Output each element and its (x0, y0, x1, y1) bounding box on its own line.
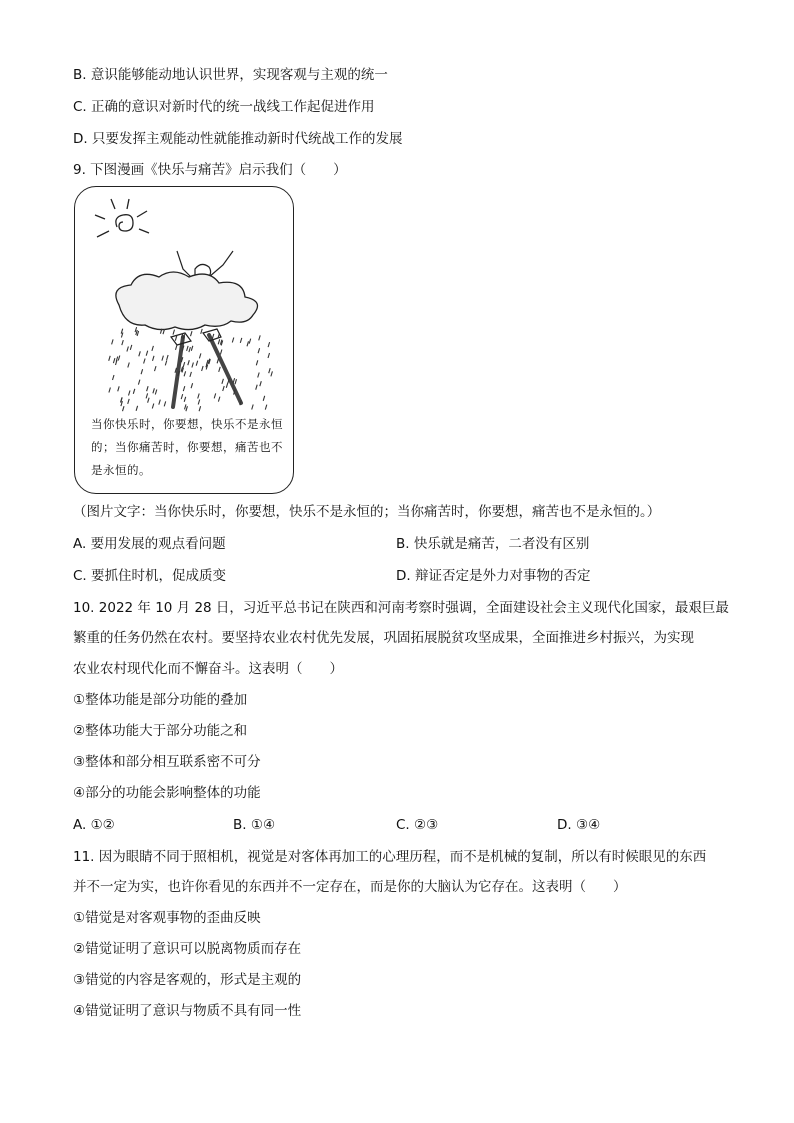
q8-option-b: B. 意识能够能动地认识世界，实现客观与主观的统一 (73, 67, 388, 83)
stilts (173, 335, 241, 407)
q10-option-b: B. ①④ (233, 817, 276, 833)
q10-option-d: D. ③④ (557, 817, 601, 833)
q11-stem-line-1: 11. 因为眼睛不同于照相机，视觉是对客体再加工的心理历程，而不是机械的复制，所以有时候眼见的东西 (73, 849, 707, 865)
cartoon-caption: 当你快乐时，你要想，快乐不是永恒的；当你痛苦时，你要想，痛苦也不是永恒的。 (91, 417, 283, 477)
q11-statement-2: ②错觉证明了意识可以脱离物质而存在 (73, 941, 302, 957)
q11-statement-4: ④错觉证明了意识与物质不具有同一性 (73, 1003, 302, 1019)
q9-option-c: C. 要抓住时机，促成质变 (73, 568, 227, 584)
q8-option-d: D. 只要发挥主观能动性就能推动新时代统战工作的发展 (73, 131, 403, 147)
q11-stem-line-2: 并不一定为实，也许你看见的东西并不一定存在，而是你的大脑认为它存在。这表明（ ） (73, 879, 627, 895)
q9-stem: 9. 下图漫画《快乐与痛苦》启示我们（ ） (73, 162, 347, 178)
q10-statement-4: ④部分的功能会影响整体的功能 (73, 785, 261, 801)
q10-stem-line-2: 繁重的任务仍然在农村。要坚持农业农村优先发展，巩固拓展脱贫攻坚成果，全面推进乡村振兴，为实现 (73, 630, 694, 646)
q9-option-b: B. 快乐就是痛苦，二者没有区别 (396, 536, 590, 552)
q10-statement-3: ③整体和部分相互联系密不可分 (73, 754, 261, 770)
q9-option-d: D. 辩证否定是外力对事物的否定 (396, 568, 591, 584)
q10-statement-2: ②整体功能大于部分功能之和 (73, 723, 248, 739)
q10-option-a: A. ①② (73, 817, 115, 833)
q9-option-a: A. 要用发展的观点看问题 (73, 536, 226, 552)
rain-cloud (116, 272, 258, 330)
q10-stem-line-1: 10. 2022 年 10 月 28 日，习近平总书记在陕西和河南考察时强调，全面建设社会主义现代化国家，最艰巨最 (73, 600, 729, 616)
q11-statement-1: ①错觉是对客观事物的歪曲反映 (73, 910, 261, 926)
sun-icon (95, 199, 149, 237)
cartoon-happiness-and-pain (74, 186, 294, 494)
q9-image-text-note: （图片文字：当你快乐时，你要想，快乐不是永恒的；当你痛苦时，你要想，痛苦也不是永恒的。） (73, 504, 661, 520)
q11-statement-3: ③错觉的内容是客观的，形式是主观的 (73, 972, 302, 988)
q8-option-c: C. 正确的意识对新时代的统一战线工作起促进作用 (73, 99, 375, 115)
q10-option-c: C. ②③ (396, 817, 439, 833)
q10-stem-line-3: 农业农村现代化而不懈奋斗。这表明（ ） (73, 661, 343, 677)
q10-statement-1: ①整体功能是部分功能的叠加 (73, 692, 248, 708)
